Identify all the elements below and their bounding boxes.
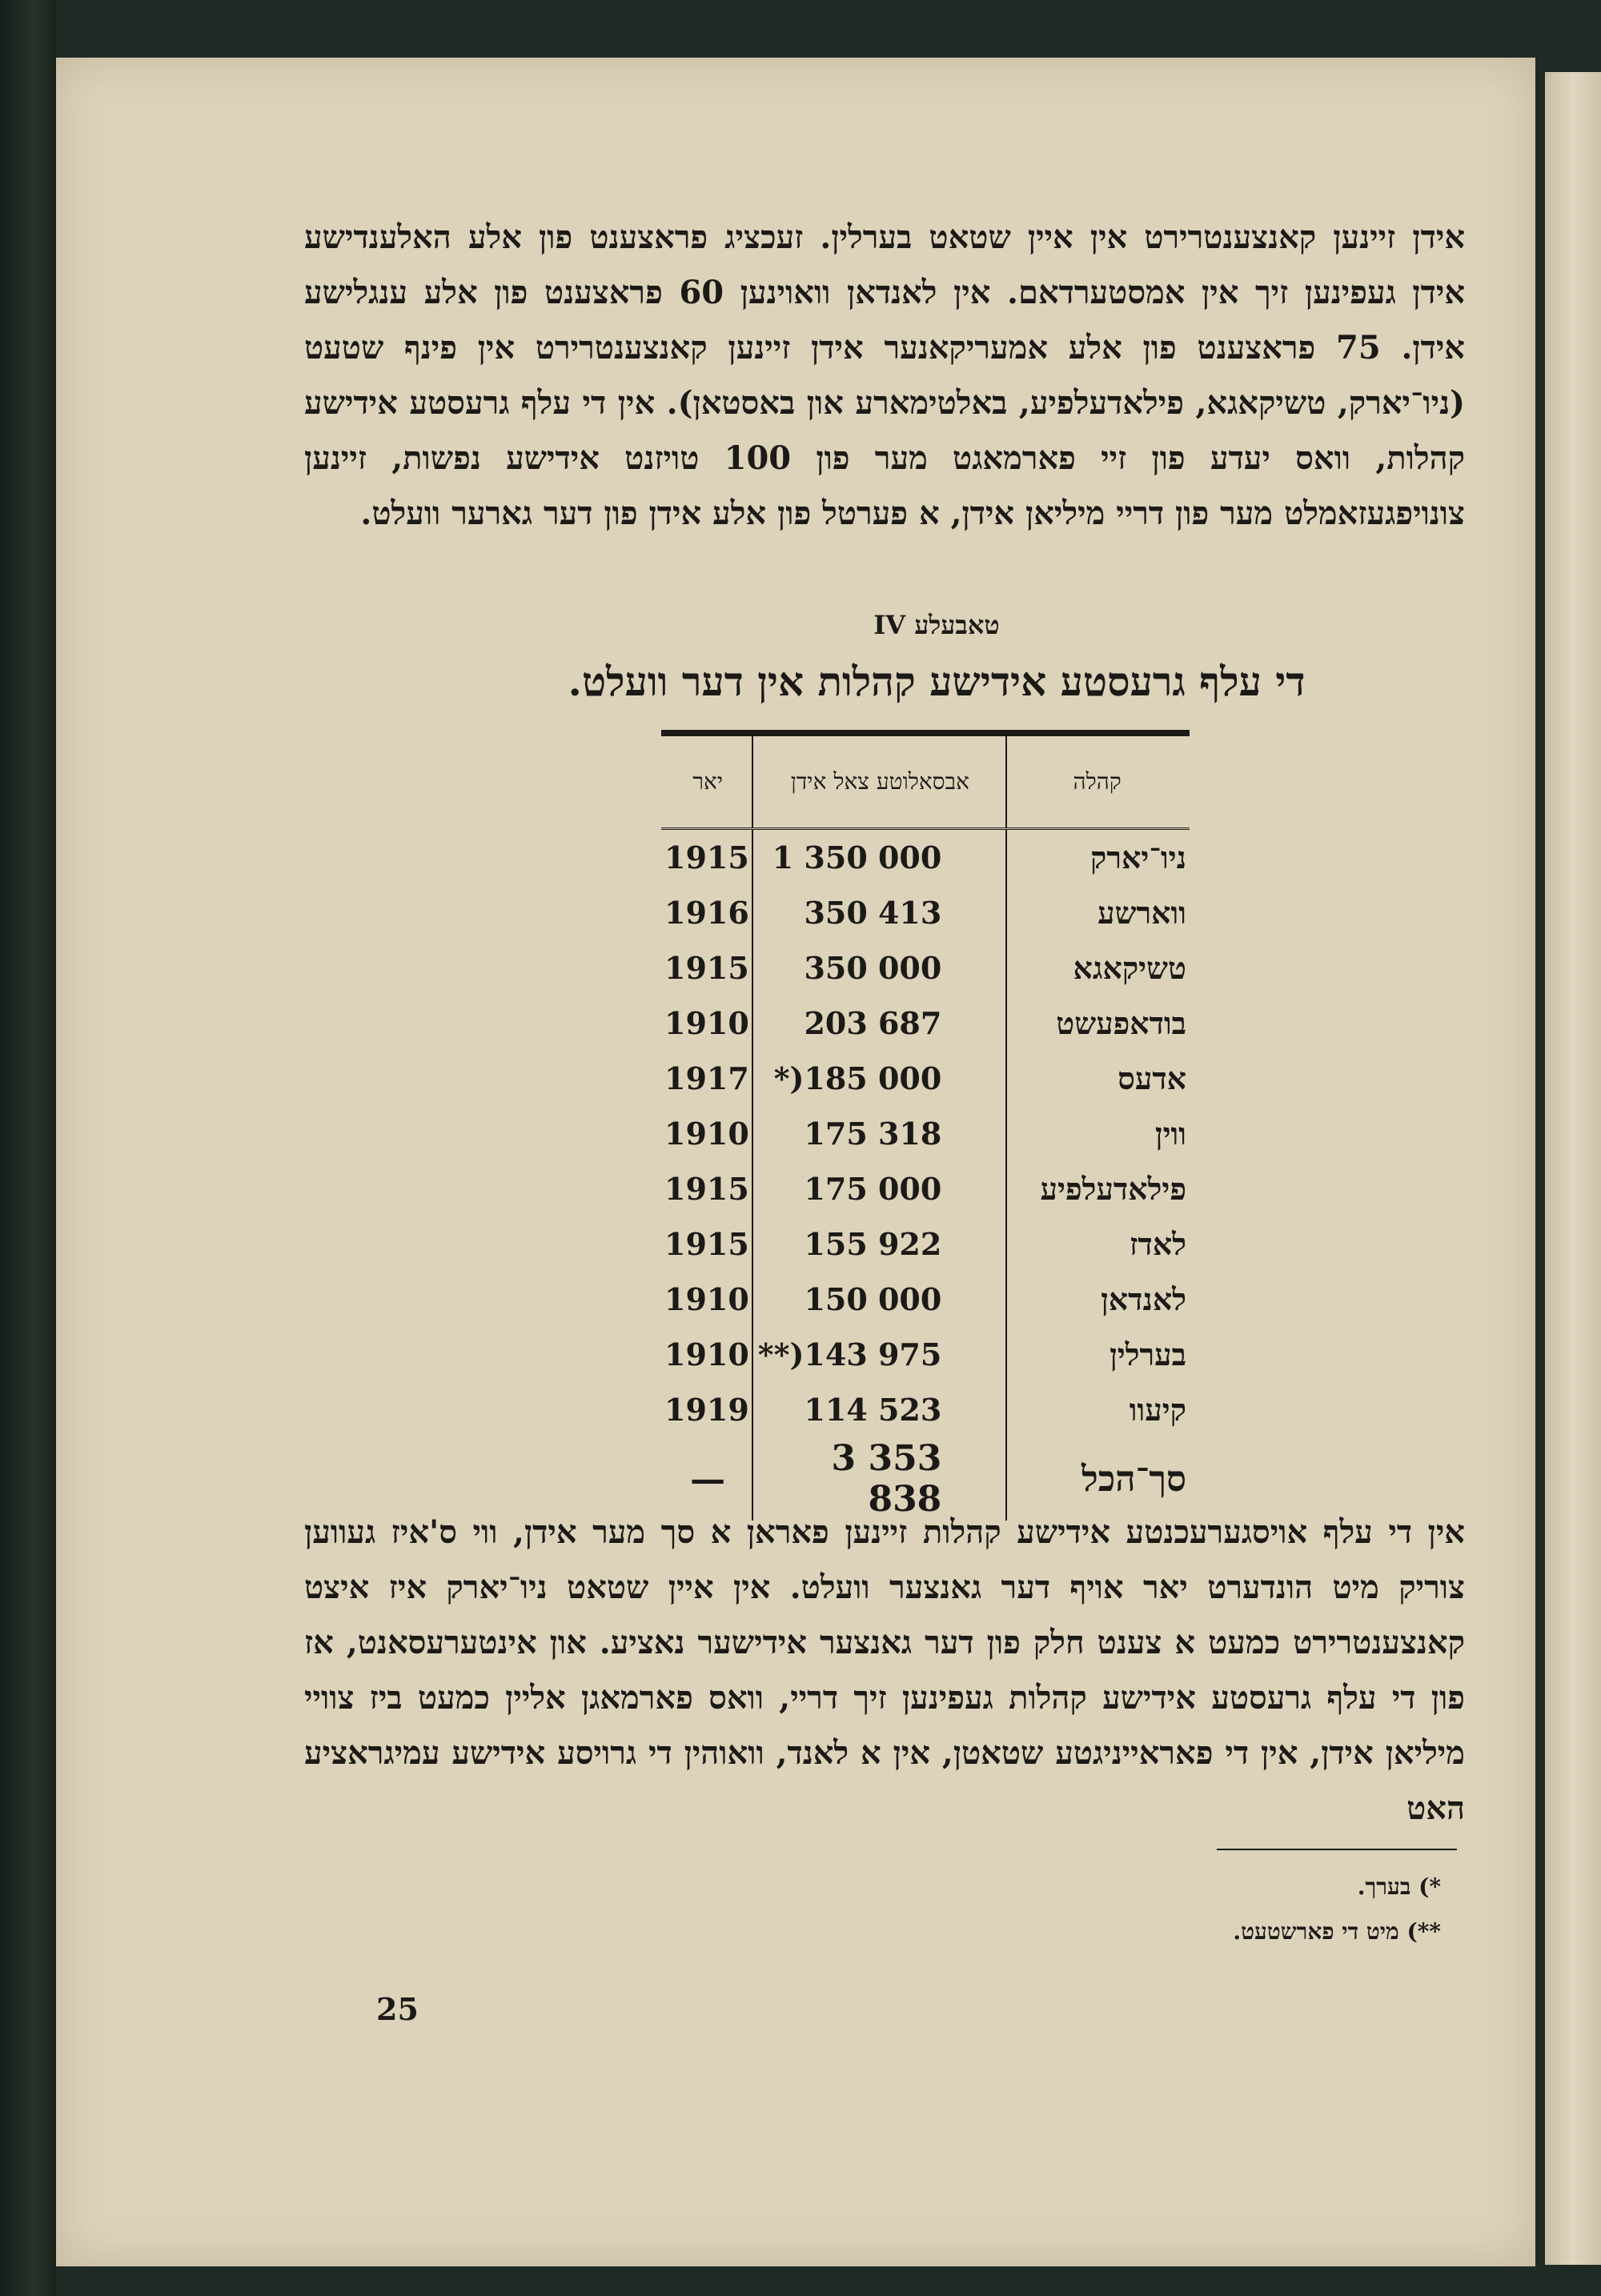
header-year: יאר — [661, 733, 752, 829]
city-cell: טשיקאגא — [1073, 949, 1186, 986]
year-cell: 1910 — [661, 1272, 752, 1327]
year-cell: 1915 — [661, 1216, 752, 1272]
footnotes — [1041, 1865, 1441, 1954]
header-absolute: אבסאלוטע צאל אידן — [752, 733, 1006, 829]
table-row — [661, 829, 1190, 886]
table-header-row — [661, 733, 1190, 829]
count-cell: 155 922 — [752, 1216, 1006, 1272]
table-row — [661, 1106, 1190, 1161]
city-cell: ווארשע — [1097, 894, 1186, 931]
year-cell: 1916 — [661, 885, 752, 940]
count-cell: 1 350 000 — [752, 829, 1006, 886]
table-row — [661, 885, 1190, 940]
count-cell: 114 523 — [752, 1382, 1006, 1437]
year-cell: 1910 — [661, 1327, 752, 1382]
total-count-cell: 3 353 838 — [752, 1437, 1006, 1521]
footnote-2: **) מיט די פארשטעט. — [1233, 1918, 1441, 1945]
next-page-edge — [1545, 72, 1601, 2265]
count-cell: 350 413 — [752, 885, 1006, 940]
total-label-cell: סך־הכל — [1081, 1458, 1186, 1500]
table-title: די עלף גרעסטע אידישע קהלות אין דער וועלט. — [568, 658, 1306, 705]
book-spine — [0, 0, 56, 2296]
year-cell: 1919 — [661, 1382, 752, 1437]
footnote-1: *) בערך. — [1357, 1873, 1441, 1900]
year-cell: 1915 — [661, 1161, 752, 1216]
table-row — [661, 1382, 1190, 1437]
year-cell: 1915 — [661, 829, 752, 886]
page-number: 25 — [376, 1991, 419, 2027]
count-cell: 150 000 — [752, 1272, 1006, 1327]
table-row — [661, 996, 1190, 1051]
table-label: טאבעלע IV — [873, 610, 1000, 640]
year-cell: 1915 — [661, 940, 752, 996]
count-cell: 175 000 — [752, 1161, 1006, 1216]
table-row — [661, 1327, 1190, 1382]
city-cell: אדעס — [1117, 1060, 1186, 1096]
city-cell: לאדז — [1129, 1225, 1186, 1262]
header-community: קהלה — [1006, 733, 1190, 829]
count-cell: *)185 000 — [752, 1051, 1006, 1106]
city-cell: ניו־יארק — [1090, 839, 1186, 876]
paragraph-bottom: אין די עלף אויסגערעכנטע אידישע קהלות זיינען פאראן א סך מער אידן, ווי ס'איז געווען צוריק מיט הונדערט יאר אויף דער גאנצער וועלט. אין איין שטאט ניו־יארק איז איצט קאנצענטרירט כמעט א צענט חלק פון דער גאנצער אידישער נאציע. און אינטערעסאנט, אז פון די עלף גרעסטע אידישע קהלות געפינען זיך דריי, וואס פארמאגן אליין כמעט ביז צוויי מיליאן אידן, אין די פאראייניגטע שטאטן, אין א לאנד, וואוהין די גרויסע אידישע עמיגראציע האט — [304, 1513, 1465, 1827]
city-cell: בודאפעשט — [1056, 1004, 1186, 1041]
table-row — [661, 1272, 1190, 1327]
total-year-cell: — — [661, 1437, 752, 1521]
table-row — [661, 1216, 1190, 1272]
paragraph-top: אידן זיינען קאנצענטרירט אין איין שטאט בערלין. זעכציג פראצענט פון אלע האלענדישע אידן געפינען זיך אין אמסטערדאם. אין לאנדאן וואוינען 60 פראצענט פון אלע ענגלישע אידן. 75 פראצענט פון אלע אמעריקאנער אידן זיינען קאנצענטרירט אין פינף שטעט (ניו־יארק, טשיקאגא, פילאדעלפיע, באלטימארע און באסטאן). אין די עלף גרעסטע אידישע קהלות, וואס יעדע פון זיי פארמאגט מער פון 100 טויזנט אידישע נפשות, זיינען צונויפגעזאמלט מער פון דריי מיליאן אידן, א פערטל פון אלע אידן פון דער גארער וועלט. — [304, 218, 1466, 532]
jewish-communities-table — [661, 730, 1190, 1521]
count-cell: 350 000 — [752, 940, 1006, 996]
city-cell: פילאדעלפיע — [1040, 1170, 1186, 1207]
year-cell: 1910 — [661, 1106, 752, 1161]
year-cell: 1917 — [661, 1051, 752, 1106]
count-cell: 175 318 — [752, 1106, 1006, 1161]
year-cell: 1910 — [661, 996, 752, 1051]
footnote-divider — [1217, 1849, 1457, 1850]
city-cell: קיעוו — [1129, 1391, 1186, 1428]
table-row — [661, 1161, 1190, 1216]
city-cell: ווין — [1154, 1115, 1186, 1152]
city-cell: בערלין — [1109, 1336, 1186, 1372]
count-cell: **)143 975 — [752, 1327, 1006, 1382]
count-cell: 203 687 — [752, 996, 1006, 1051]
table-row — [661, 1051, 1190, 1106]
table-row — [661, 940, 1190, 996]
city-cell: לאנדאן — [1101, 1280, 1186, 1317]
